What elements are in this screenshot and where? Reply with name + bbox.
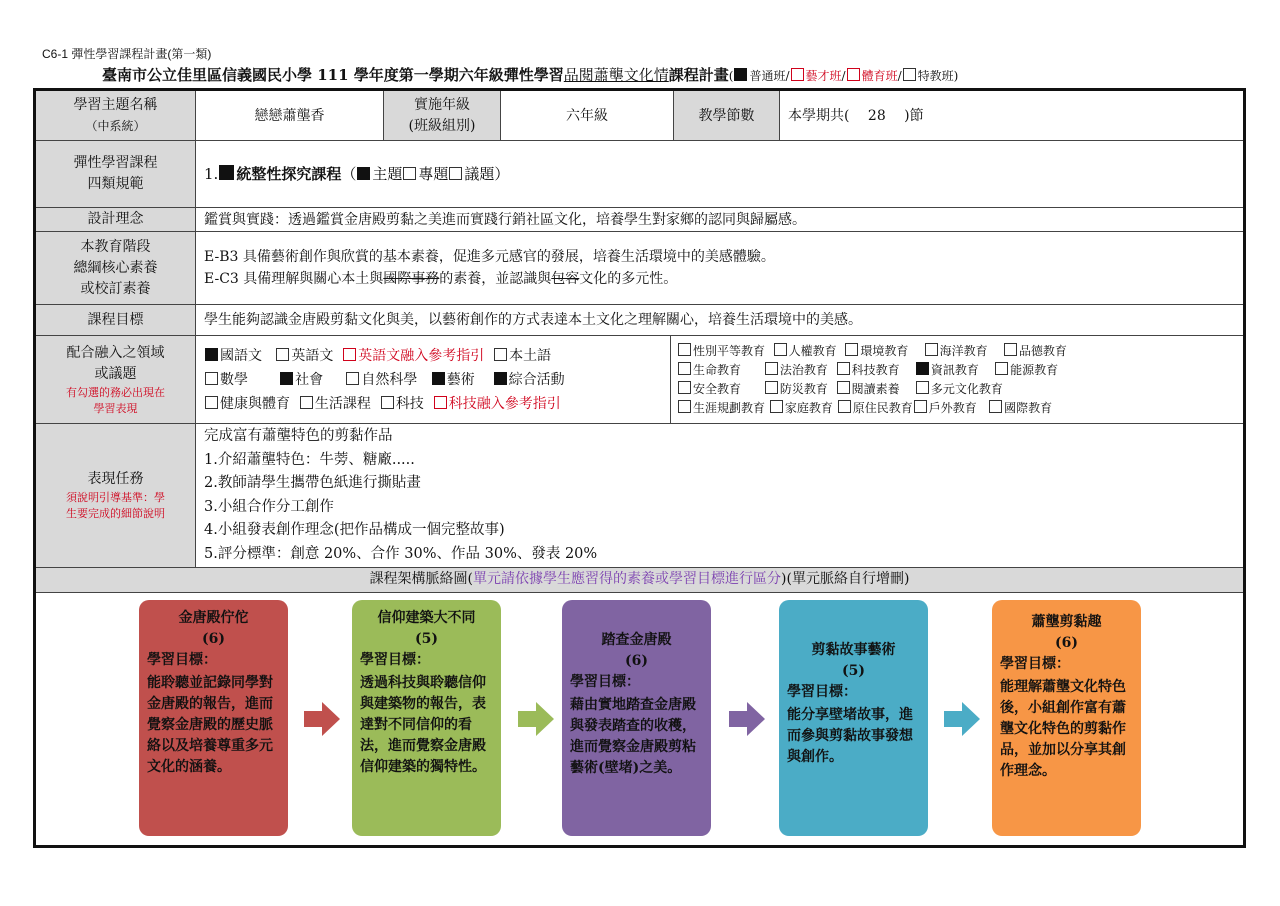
unit-card [992, 600, 1141, 836]
checkbox-general-class[interactable] [734, 68, 747, 81]
subject-checklist: 國語文 英語文 英語文融入參考指引 本土語 數學 社會 自然科學 藝術 綜合活動 健康與體育 生活課程 科技 科技融入參考指引 [196, 336, 671, 423]
framework-header: 課程架構脈絡圖(單元請依據學生應習得的素養或學習目標進行區分)(單元脈絡自行增刪) [36, 568, 1243, 593]
course-plan-table [33, 88, 1246, 848]
unit-goal: 能理解蕭壟文化特色後，小組創作富有蕭壟文化特色的剪黏作品，並加以分享其創作理念。 [1000, 679, 1126, 779]
grade-label: 實施年級 (班級組別) [384, 91, 501, 140]
unit-goal: 能分享壁堵故事，進而參與剪黏故事發想與創作。 [787, 707, 913, 765]
title-course-name: 品閱蕭壟文化情 [563, 66, 669, 84]
unit-card [139, 600, 288, 836]
unit-hours: (6) [625, 653, 648, 669]
unit-hours: (5) [842, 663, 865, 679]
topic-label: 學習主題名稱 （中系統） [36, 91, 196, 140]
checkbox-issue[interactable] [914, 400, 927, 413]
checkbox-issue[interactable] [678, 400, 691, 413]
class-options: ( 普通班/ 藝才班/ 體育班/ 特教班) [728, 69, 959, 83]
checkbox-subject[interactable] [494, 372, 507, 385]
document-code: C6-1 彈性學習課程計畫(第一類) [42, 47, 212, 61]
sessions-label: 教學節數 [674, 91, 780, 140]
checkbox-theme[interactable] [357, 167, 370, 180]
task-label: 表現任務 須說明引導基準：學 生要完成的細節說明 [36, 424, 196, 567]
unit-hours: (6) [202, 631, 225, 647]
checkbox-subject[interactable] [346, 372, 359, 385]
checkbox-issue[interactable] [838, 400, 851, 413]
checkbox-issue[interactable] [765, 381, 778, 394]
goal-value: 學生能夠認識金唐殿剪黏文化與美，以藝術創作的方式表達本土文化之理解關心，培養生活環境中的美感。 [204, 312, 862, 328]
unit-goal: 藉由實地踏查金唐殿與發表踏查的收穫，進而覺察金唐殿剪粘藝術(壁堵)之美。 [570, 697, 696, 776]
title-main: 臺南市公立佳里區信義國民小學 111 學年度第一學期六年級彈性學習 [102, 66, 564, 84]
checkbox-subject[interactable] [343, 348, 356, 361]
unit-goal-label: 學習目標： [787, 684, 857, 700]
checkbox-issue[interactable] [995, 362, 1008, 375]
checkbox-subject[interactable] [205, 348, 218, 361]
title-suffix: 課程計畫 [668, 66, 729, 84]
checkbox-integrated-inquiry[interactable] [219, 165, 234, 180]
checkbox-subject[interactable] [205, 396, 218, 409]
grade-value: 六年級 [501, 91, 674, 140]
competency-label: 本教育階段 總綱核心素養 或校訂素養 [36, 232, 196, 304]
unit-goal-label: 學習目標： [147, 652, 217, 668]
unit-goal: 透過科技與聆聽信仰與建築物的報告，表達對不同信仰的看法，進而覺察金唐殿信仰建築的獨特性。 [360, 675, 486, 775]
info-row [36, 91, 1243, 141]
unit-title: 剪黏故事藝術 [811, 642, 896, 658]
category-value: 1. 統整性探究課程（ 主題 專題 議題） [204, 165, 510, 183]
unit-hours: (6) [1055, 635, 1078, 651]
checkbox-subject[interactable] [434, 396, 447, 409]
checkbox-issue[interactable] [678, 362, 691, 375]
task-list: 完成富有蕭壟特色的剪黏作品 1.介紹蕭壟特色：牛蒡、糖廠..... 2.教師請學生攜帶色紙進行撕貼畫 3.小組合作分工創作 4.小組發表創作理念(把作品構成一個完整故事) 5.評分標準：創意 20%、合作 30%、作品 30%、發表 20% [204, 428, 598, 562]
unit-title: 踏查金唐殿 [601, 632, 672, 648]
category-row [36, 141, 1243, 208]
unit-card [562, 600, 711, 836]
unit-hours: (5) [415, 631, 438, 647]
unit-title: 蕭壟剪黏趣 [1031, 614, 1102, 630]
checkbox-issue[interactable] [770, 400, 783, 413]
checkbox-issue[interactable] [989, 400, 1002, 413]
design-label: 設計理念 [36, 208, 196, 231]
task-row [36, 424, 1243, 568]
domain-row [36, 336, 1243, 424]
checkbox-issue[interactable] [925, 343, 938, 356]
checkbox-issue[interactable] [845, 343, 858, 356]
competency-value: E-B3 具備藝術創作與欣賞的基本素養，促進多元感官的發展，培養生活環境中的美感體驗。 E-C3 具備理解與關心本土與國際事務的素養，並認識與包容文化的多元性。 [204, 249, 775, 287]
checkbox-arts-class[interactable] [791, 68, 804, 81]
design-row [36, 208, 1243, 232]
unit-card [779, 600, 928, 836]
domain-label: 配合融入之領域 或議題 有勾選的務必出現在 學習表現 [36, 336, 196, 423]
goal-label: 課程目標 [36, 305, 196, 335]
category-label: 彈性學習課程 四類規範 [36, 141, 196, 207]
checkbox-issue[interactable] [916, 362, 929, 375]
checkbox-issue[interactable] [774, 343, 787, 356]
checkbox-subject[interactable] [280, 372, 293, 385]
unit-goal-label: 學習目標： [570, 674, 640, 690]
checkbox-issue[interactable] [678, 343, 691, 356]
topic-value: 戀戀蕭壟香 [196, 91, 384, 140]
document-title [102, 64, 958, 85]
unit-card [352, 600, 501, 836]
checkbox-subject[interactable] [432, 372, 445, 385]
unit-goal-label: 學習目標： [360, 652, 430, 668]
checkbox-issue[interactable] [1004, 343, 1017, 356]
design-value: 鑑賞與實踐：透過鑑賞金唐殿剪黏之美進而實踐行銷社區文化，培養學生對家鄉的認同與歸屬感。 [204, 211, 806, 228]
checkbox-subject[interactable] [381, 396, 394, 409]
goal-row [36, 305, 1243, 336]
checkbox-subject[interactable] [494, 348, 507, 361]
checkbox-issue[interactable] [837, 381, 850, 394]
unit-goal-label: 學習目標： [1000, 656, 1070, 672]
checkbox-subject[interactable] [205, 372, 218, 385]
checkbox-sports-class[interactable] [847, 68, 860, 81]
checkbox-project[interactable] [403, 167, 416, 180]
issue-checklist: 性別平等教育 人權教育 環境教育 海洋教育 品德教育 生命教育 法治教育 科技教育 資訊教育 能源教育 安全教育 防災教育 閱讀素養 多元文化教育 生涯規劃教育 家庭教育 原住民教育 戶外教育 國際教育 [671, 336, 1243, 423]
checkbox-special-class[interactable] [903, 68, 916, 81]
checkbox-issue[interactable] [837, 362, 850, 375]
sessions-value: 本學期共( 28 )節 [788, 107, 924, 124]
checkbox-issue[interactable] [916, 381, 929, 394]
checkbox-subject[interactable] [276, 348, 289, 361]
unit-title: 信仰建築大不同 [377, 610, 476, 626]
checkbox-issue[interactable] [449, 167, 462, 180]
checkbox-subject[interactable] [300, 396, 313, 409]
unit-title: 金唐殿佇佗 [178, 610, 249, 626]
unit-goal: 能聆聽並記錄同學對金唐殿的報告，進而覺察金唐殿的歷史脈絡以及培養尊重多元文化的涵養。 [147, 675, 273, 775]
checkbox-issue[interactable] [678, 381, 691, 394]
checkbox-issue[interactable] [765, 362, 778, 375]
competency-row [36, 232, 1243, 305]
